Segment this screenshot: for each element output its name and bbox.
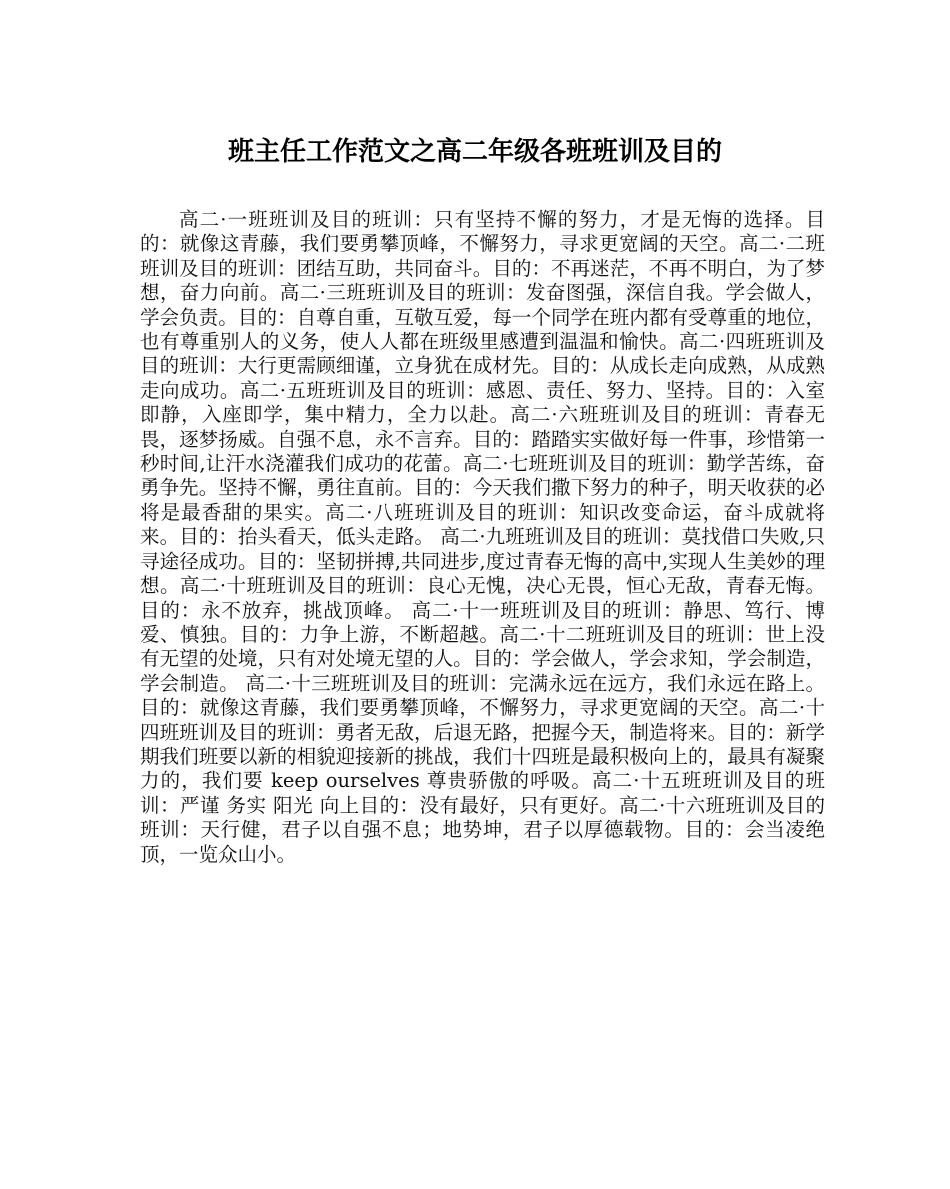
document-body-paragraph: 高二·一班班训及目的班训：只有坚持不懈的努力，才是无悔的选择。目的：就像这青藤，我们要勇攀顶峰，不懈努力，寻求更宽阔的天空。高二·二班班训及目的班训：团结互助，共同奋斗。目的：不再迷茫，不再不明白，为了梦想，奋力向前。高二·三班班训及目的班训：发奋图强，深信自我。学会做人，学会负责。目的：自尊自重，互敬互爱，每一个同学在班内都有受尊重的地位，也有尊重别人的义务，使人人都在班级里感遭到温温和愉快。高二·四班班训及目的班训：大行更需顾细谨，立身犹在成材先。目的：从成长走向成熟，从成熟走向成功。高二·五班班训及目的班训：感恩、责任、努力、坚持。目的：入室即静，入座即学，集中精力，全力以赴。高二·六班班训及目的班训：青春无畏，逐梦扬威。自强不息，永不言弃。目的：踏踏实实做好每一件事，珍惜第一秒时间,让汗水浇灌我们成功的花蕾。高二·七班班训及目的班训：勤学苦练，奋勇争先。坚持不懈，勇往直前。目的：今天我们撒下努力的种子，明天收获的必将是最香甜的果实。高二·八班班训及目的班训：知识改变命运，奋斗成就将来。目的：抬头看天，低头走路。 高二·九班班训及目的班训：莫找借口失败,只寻途径成功。目的：坚韧拼搏,共同进步,度过青春无悔的高中,实现人生美妙的理想。高二·十班班训及目的班训：良心无愧，决心无畏，恒心无敌，青春无悔。目的：永不放弃，挑战顶峰。 高二·十一班班训及目的班训：静思、笃行、博爱、慎独。目的：力争上游，不断超越。高二·十二班班训及目的班训：世上没有无望的处境，只有对处境无望的人。目的：学会做人，学会求知，学会制造，学会制造。 高二·十三班班训及目的班训：完满永远在远方，我们永远在路上。目的：就像这青藤，我们要勇攀顶峰，不懈努力，寻求更宽阔的天空。高二·十四班班训及目的班训：勇者无敌，后退无路，把握今天，制造将来。目的：新学期我们班要以新的相貌迎接新的挑战，我们十四班是最积极向上的，最具有凝聚力的，我们要 keep ourselves 尊贵骄傲的呼吸。高二·十五班班训及目的班训：严谨 务实 阳光 向上目的：没有最好，只有更好。高二·十六班班训及目的班训：天行健，君子以自强不息；地势坤，君子以厚德载物。目的：会当凌绝顶，一览众山小。 — [140, 208, 825, 866]
document-title: 班主任工作范文之高二年级各班班训及目的 — [227, 137, 722, 167]
